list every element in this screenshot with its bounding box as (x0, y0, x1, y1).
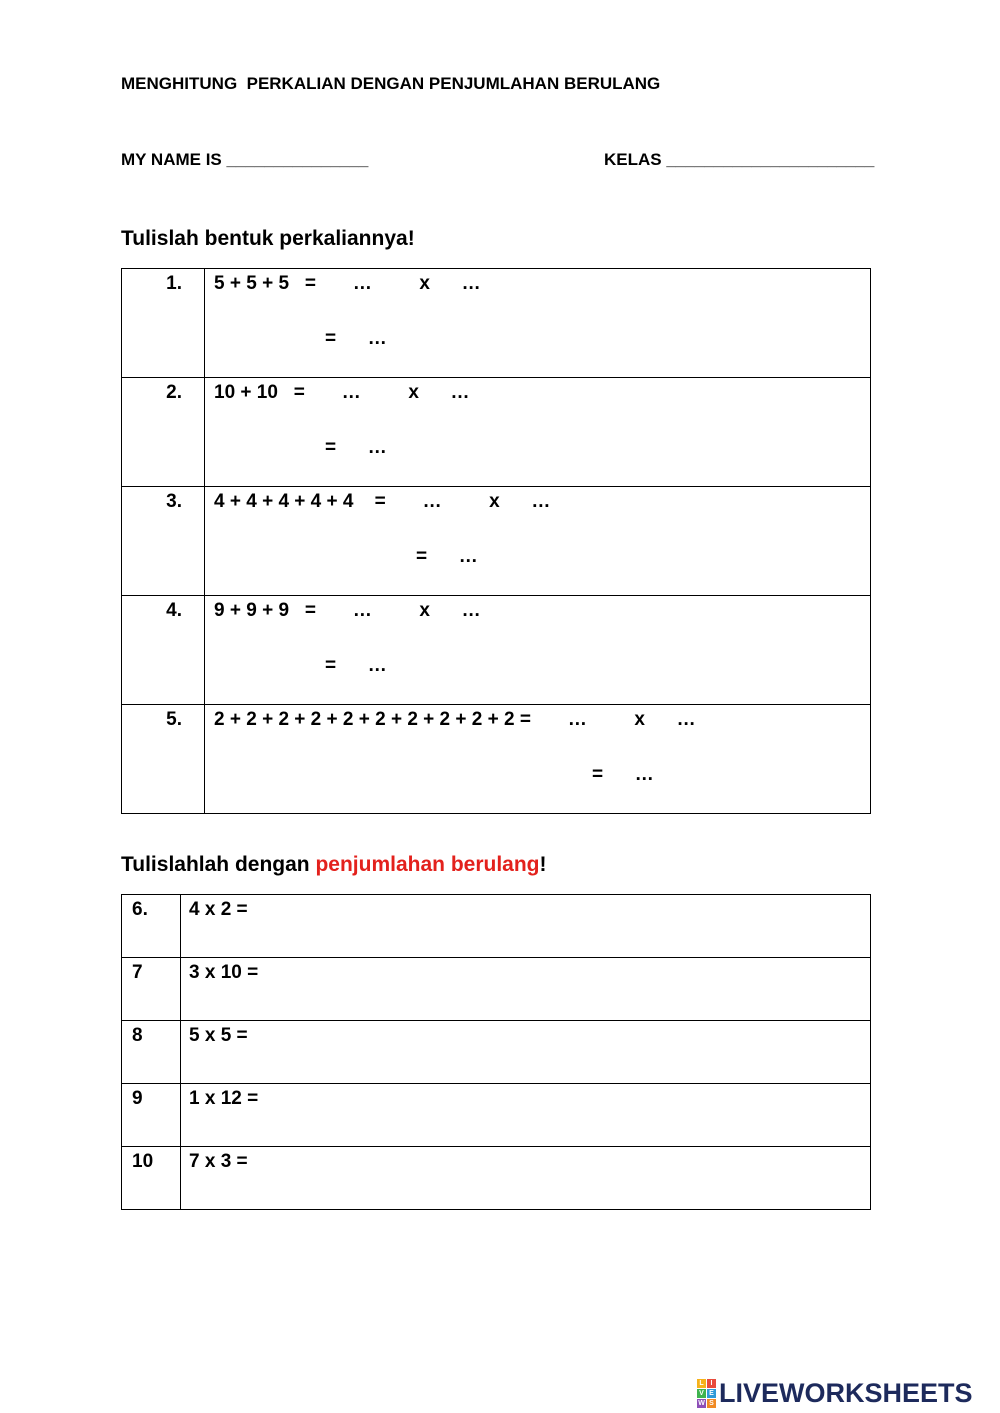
worksheet-title: MENGHITUNG PERKALIAN DENGAN PENJUMLAHAN BERULANG (121, 74, 661, 93)
multiplication-question: 4 x 2 = (189, 899, 248, 920)
table-row (122, 1021, 871, 1084)
multiplication-question: 3 x 10 = (189, 962, 259, 983)
table-row (122, 895, 871, 958)
table-row (122, 487, 871, 596)
table-row (122, 1084, 871, 1147)
row-number: 5. (166, 709, 182, 730)
table-row (122, 705, 871, 814)
addition-expression: 5 + 5 + 5 = … x … (214, 273, 481, 294)
table-row (122, 378, 871, 487)
addition-expression: 2 + 2 + 2 + 2 + 2 + 2 + 2 + 2 + 2 + 2 = … x … (214, 709, 696, 730)
section2-title: Tulislahlah dengan penjumlahan berulang! (121, 853, 547, 876)
result-line: = … (325, 437, 387, 458)
name-field-label: MY NAME IS _______________ (121, 150, 369, 169)
table-row (122, 269, 871, 378)
row-number: 9 (132, 1088, 143, 1109)
row-number: 10 (132, 1151, 154, 1172)
section1-title: Tulislah bentuk perkaliannya! (121, 227, 415, 250)
row-number: 8 (132, 1025, 143, 1046)
result-line: = … (416, 546, 478, 567)
row-number: 3. (166, 491, 182, 512)
liveworksheets-logo (697, 1378, 973, 1409)
row-number: 4. (166, 600, 182, 621)
multiplication-question: 5 x 5 = (189, 1025, 248, 1046)
result-line: = … (592, 764, 654, 785)
multiplication-question: 7 x 3 = (189, 1151, 248, 1172)
highlighted-phrase: penjumlahan berulang (315, 853, 540, 876)
multiplication-table (121, 268, 871, 814)
row-number: 1. (166, 273, 182, 294)
table-row (122, 1147, 871, 1210)
result-line: = … (325, 655, 387, 676)
table-row (122, 596, 871, 705)
result-line: = … (325, 328, 387, 349)
multiplication-question: 1 x 12 = (189, 1088, 259, 1109)
addition-expression: 9 + 9 + 9 = … x … (214, 600, 481, 621)
logo-icon: L I V E W S (697, 1379, 716, 1408)
row-number: 6. (132, 899, 148, 920)
addition-expression: 4 + 4 + 4 + 4 + 4 = … x … (214, 491, 551, 512)
row-number: 7 (132, 962, 143, 983)
table-row (122, 958, 871, 1021)
logo-text: LIVEWORKSHEETS (719, 1378, 973, 1408)
kelas-field-label: KELAS ______________________ (604, 150, 875, 169)
row-number: 2. (166, 382, 182, 403)
addition-expression: 10 + 10 = … x … (214, 382, 470, 403)
repeated-addition-table (121, 894, 871, 1210)
